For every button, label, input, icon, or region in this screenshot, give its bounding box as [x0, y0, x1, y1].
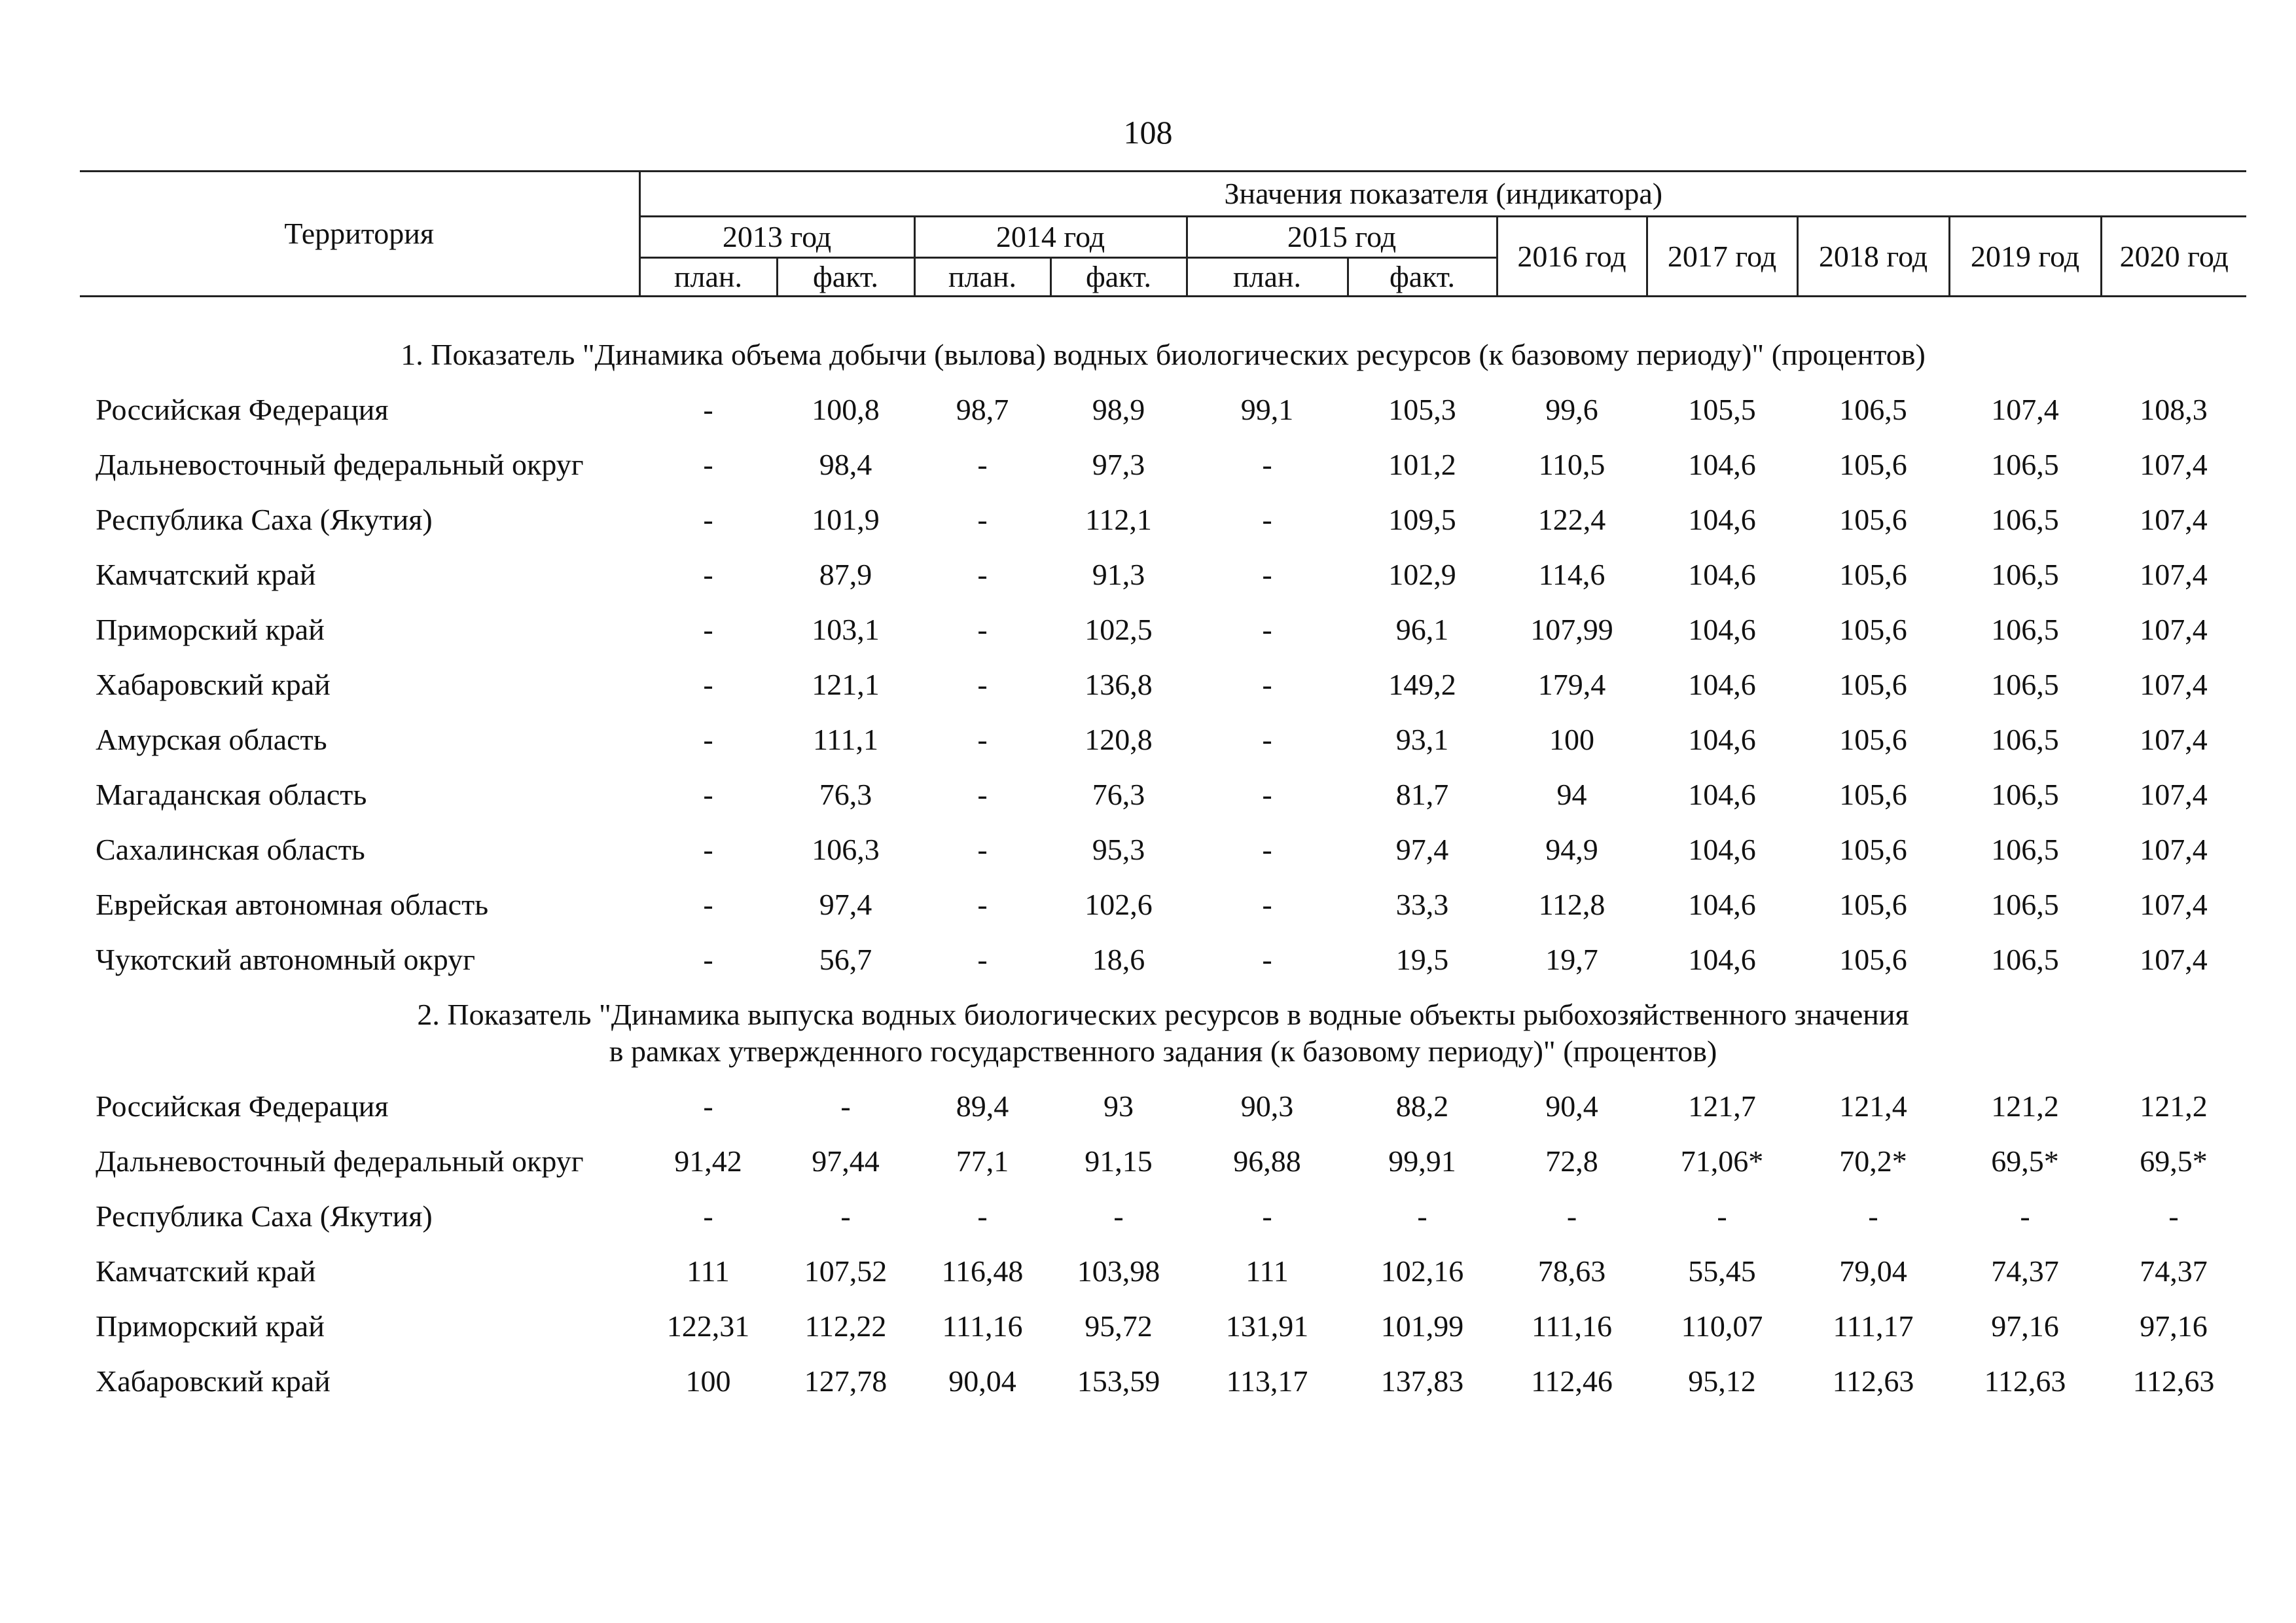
- table-cell: -: [2020, 1199, 2030, 1233]
- table-cell: 107,4: [2140, 558, 2208, 591]
- table-cell: 110,07: [1681, 1309, 1763, 1343]
- table-cell: 100: [1549, 723, 1594, 756]
- table-cell: -: [977, 833, 988, 866]
- table-cell: 122,31: [666, 1309, 750, 1343]
- table-row: [80, 382, 2246, 437]
- table-cell: -: [977, 613, 988, 646]
- table-cell: 153,59: [1077, 1364, 1160, 1398]
- table-cell: 105,6: [1839, 503, 1907, 536]
- table-cell: 107,4: [1991, 393, 2059, 426]
- header-year-2015: 2015 год: [1187, 217, 1497, 258]
- table-cell: 105,5: [1688, 393, 1756, 426]
- table-cell: 112,1: [1085, 503, 1152, 536]
- table-cell: 100: [685, 1364, 731, 1398]
- table-cell: -: [1566, 1199, 1577, 1233]
- table-cell: 104,6: [1688, 778, 1756, 811]
- table-cell: 106,5: [1991, 448, 2059, 481]
- table-cell: -: [977, 723, 988, 756]
- table-row: [80, 602, 2246, 657]
- table-row: [80, 822, 2246, 877]
- table-cell: 121,4: [1839, 1089, 1907, 1123]
- table-row: [80, 877, 2246, 932]
- header-territory: Территория: [80, 172, 639, 297]
- table-cell: 106,5: [1991, 668, 2059, 701]
- table-cell: 107,4: [2140, 613, 2208, 646]
- table-cell: 104,6: [1688, 888, 1756, 921]
- table-cell: 101,9: [812, 503, 880, 536]
- table-cell: -: [1417, 1199, 1427, 1233]
- table-cell: -: [703, 448, 713, 481]
- table-cell: -: [1262, 448, 1272, 481]
- page-number: 108: [1123, 114, 1173, 151]
- table-cell: 106,5: [1991, 503, 2059, 536]
- table-cell: -: [703, 503, 713, 536]
- table-cell: 121,1: [812, 668, 880, 701]
- table-cell: 107,4: [2140, 888, 2208, 921]
- table-cell: 106,5: [1991, 943, 2059, 976]
- table-cell: -: [1262, 833, 1272, 866]
- table-cell: 107,99: [1530, 613, 1613, 646]
- header-year-2018: 2018 год: [1797, 217, 1949, 297]
- table-cell: 96,1: [1395, 613, 1449, 646]
- table-cell: -: [1717, 1199, 1727, 1233]
- table-cell: 105,6: [1839, 888, 1907, 921]
- table-cell: 103,1: [812, 613, 880, 646]
- table-cell: 72,8: [1545, 1144, 1598, 1178]
- table-cell: -: [703, 943, 713, 976]
- table-cell: 107,4: [2140, 723, 2208, 756]
- section-title-row: [80, 987, 2246, 1079]
- table-cell: 111,1: [812, 723, 879, 756]
- table-cell: -: [977, 448, 988, 481]
- header-plan-2015: план.: [1187, 258, 1348, 297]
- table-cell: 102,5: [1085, 613, 1153, 646]
- table-cell: -: [1868, 1199, 1878, 1233]
- table-cell: 122,4: [1537, 503, 1606, 536]
- table-cell: 95,12: [1688, 1364, 1756, 1398]
- table-cell: -: [977, 943, 988, 976]
- table-cell: -: [977, 778, 988, 811]
- table-cell: 106,5: [1991, 778, 2059, 811]
- table-cell: 121,2: [2140, 1089, 2208, 1123]
- table-cell: -: [703, 1199, 713, 1233]
- table-cell: 78,63: [1537, 1254, 1606, 1288]
- table-cell: 107,4: [2140, 943, 2208, 976]
- table-cell: 113,17: [1226, 1364, 1308, 1398]
- table-cell: 101,2: [1388, 448, 1456, 481]
- table-cell: 107,4: [2140, 668, 2208, 701]
- territory-name: Еврейская автономная область: [96, 888, 489, 921]
- table-cell: 111,16: [1531, 1309, 1613, 1343]
- table-row: [80, 767, 2246, 822]
- table-cell: -: [1262, 613, 1272, 646]
- table-cell: 99,91: [1388, 1144, 1456, 1178]
- table-cell: -: [840, 1199, 851, 1233]
- table-cell: 97,4: [1395, 833, 1449, 866]
- section-title-row: [80, 297, 2246, 383]
- table-cell: 79,04: [1839, 1254, 1907, 1288]
- table-cell: -: [703, 778, 713, 811]
- table-cell: 112,63: [2132, 1364, 2215, 1398]
- territory-name: Камчатский край: [96, 558, 316, 591]
- table-cell: 89,4: [956, 1089, 1009, 1123]
- table-cell: 112,22: [804, 1309, 887, 1343]
- table-cell: 105,6: [1839, 943, 1907, 976]
- header-year-2016: 2016 год: [1497, 217, 1647, 297]
- header-fact-2014: факт.: [1050, 258, 1187, 297]
- table-cell: 71,06*: [1680, 1144, 1764, 1178]
- table-cell: 99,6: [1545, 393, 1598, 426]
- table-cell: -: [1262, 778, 1272, 811]
- table-cell: -: [1262, 558, 1272, 591]
- table-cell: 91,15: [1085, 1144, 1153, 1178]
- table-cell: -: [703, 888, 713, 921]
- table-cell: -: [977, 558, 988, 591]
- table-cell: 19,7: [1545, 943, 1598, 976]
- header-values-title: Значения показателя (индикатора): [639, 172, 2246, 217]
- table-cell: -: [703, 558, 713, 591]
- table-cell: -: [840, 1089, 851, 1123]
- table-cell: 102,9: [1388, 558, 1456, 591]
- table-cell: 127,78: [804, 1364, 888, 1398]
- table-cell: 98,9: [1092, 393, 1145, 426]
- table-row: [80, 1079, 2246, 1134]
- table-cell: 105,6: [1839, 778, 1907, 811]
- table-cell: 97,4: [819, 888, 872, 921]
- table-cell: 90,4: [1545, 1089, 1598, 1123]
- table-cell: 108,3: [2140, 393, 2208, 426]
- table-cell: 97,3: [1092, 448, 1145, 481]
- table-cell: -: [703, 668, 713, 701]
- territory-name: Амурская область: [96, 723, 327, 756]
- table-cell: -: [2168, 1199, 2179, 1233]
- table-cell: -: [1262, 668, 1272, 701]
- territory-name: Дальневосточный федеральный округ: [96, 1144, 584, 1178]
- table-cell: 104,6: [1688, 558, 1756, 591]
- table-cell: 93: [1103, 1089, 1134, 1123]
- table-cell: 74,37: [1991, 1254, 2059, 1288]
- table-cell: -: [703, 393, 713, 426]
- table-cell: 111: [687, 1254, 730, 1288]
- table-cell: 98,7: [956, 393, 1009, 426]
- territory-name: Сахалинская область: [96, 833, 365, 866]
- table-cell: -: [977, 1199, 988, 1233]
- header-fact-2013: факт.: [777, 258, 914, 297]
- table-cell: 114,6: [1538, 558, 1605, 591]
- table-cell: 137,83: [1380, 1364, 1464, 1398]
- territory-name: Приморский край: [96, 613, 325, 646]
- table-cell: 33,3: [1395, 888, 1449, 921]
- table-cell: -: [703, 1089, 713, 1123]
- table-cell: 106,5: [1991, 723, 2059, 756]
- territory-name: Камчатский край: [96, 1254, 316, 1288]
- table-cell: 70,2*: [1839, 1144, 1907, 1178]
- section-title: 1. Показатель "Динамика объема добычи (вылова) водных биологических ресурсов (к базовому периоду)" (процентов): [401, 338, 1926, 371]
- table-cell: 19,5: [1395, 943, 1449, 976]
- table-cell: 69,5*: [2140, 1144, 2208, 1178]
- table-cell: -: [1262, 943, 1272, 976]
- table-cell: -: [703, 833, 713, 866]
- territory-name: Хабаровский край: [96, 668, 331, 701]
- header-year-2017: 2017 год: [1647, 217, 1797, 297]
- table-cell: 105,6: [1839, 668, 1907, 701]
- table-row: [80, 1354, 2246, 1409]
- table-cell: 121,2: [1991, 1089, 2059, 1123]
- table-cell: 94,9: [1545, 833, 1598, 866]
- table-cell: 104,6: [1688, 613, 1756, 646]
- table-cell: 106,3: [812, 833, 880, 866]
- table-row: [80, 1134, 2246, 1189]
- table-cell: -: [977, 668, 988, 701]
- table-cell: -: [703, 723, 713, 756]
- territory-name: Российская Федерация: [96, 393, 389, 426]
- table-cell: 105,6: [1839, 613, 1907, 646]
- header-fact-2015: факт.: [1348, 258, 1497, 297]
- table-cell: 104,6: [1688, 668, 1756, 701]
- table-cell: 104,6: [1688, 723, 1756, 756]
- table-cell: 91,3: [1092, 558, 1145, 591]
- table-cell: 112,8: [1538, 888, 1605, 921]
- table-cell: 107,4: [2140, 448, 2208, 481]
- table-cell: 18,6: [1092, 943, 1145, 976]
- territory-name: Дальневосточный федеральный округ: [96, 448, 584, 481]
- table-cell: 121,7: [1688, 1089, 1756, 1123]
- table-cell: 109,5: [1388, 503, 1456, 536]
- territory-name: Приморский край: [96, 1309, 325, 1343]
- table-cell: 95,3: [1092, 833, 1145, 866]
- table-cell: 95,72: [1085, 1309, 1153, 1343]
- table-cell: 112,46: [1531, 1364, 1613, 1398]
- table-cell: 81,7: [1395, 778, 1449, 811]
- table-cell: 76,3: [819, 778, 872, 811]
- table-cell: 99,1: [1240, 393, 1294, 426]
- table-cell: 106,5: [1991, 888, 2059, 921]
- table-cell: 105,6: [1839, 723, 1907, 756]
- table-cell: 103,98: [1077, 1254, 1160, 1288]
- table-cell: 55,45: [1688, 1254, 1756, 1288]
- indicator-table: [80, 170, 2246, 1409]
- territory-name: Чукотский автономный округ: [96, 943, 476, 976]
- header-plan-2013: план.: [639, 258, 777, 297]
- territory-name: Магаданская область: [96, 778, 367, 811]
- table-cell: 111: [1246, 1254, 1289, 1288]
- table-cell: -: [1262, 503, 1272, 536]
- table-row: [80, 492, 2246, 547]
- table-cell: 97,44: [812, 1144, 880, 1178]
- table-cell: 93,1: [1395, 723, 1449, 756]
- table-cell: 110,5: [1538, 448, 1605, 481]
- table-cell: -: [1113, 1199, 1124, 1233]
- table-cell: 98,4: [819, 448, 872, 481]
- territory-name: Российская Федерация: [96, 1089, 389, 1123]
- header-year-2019: 2019 год: [1949, 217, 2101, 297]
- table-cell: 106,5: [1991, 613, 2059, 646]
- table-cell: 112,63: [1984, 1364, 2066, 1398]
- table-row: [80, 1244, 2246, 1299]
- table-cell: 120,8: [1085, 723, 1153, 756]
- table-cell: -: [1262, 723, 1272, 756]
- table-row: [80, 1189, 2246, 1244]
- table-cell: 179,4: [1537, 668, 1606, 701]
- table-cell: 97,16: [2140, 1309, 2208, 1343]
- table-cell: 104,6: [1688, 943, 1756, 976]
- table-cell: 90,3: [1240, 1089, 1294, 1123]
- table-cell: 107,4: [2140, 503, 2208, 536]
- table-cell: 97,16: [1991, 1309, 2059, 1343]
- table-cell: 105,6: [1839, 448, 1907, 481]
- table-cell: 105,6: [1839, 558, 1907, 591]
- table-cell: 105,6: [1839, 833, 1907, 866]
- table-cell: 111,17: [1833, 1309, 1914, 1343]
- header-year-2014: 2014 год: [914, 217, 1187, 258]
- table-cell: -: [1262, 1199, 1272, 1233]
- table-body: [80, 297, 2246, 1410]
- table-cell: 91,42: [674, 1144, 742, 1178]
- table-cell: -: [977, 503, 988, 536]
- header-plan-2014: план.: [914, 258, 1050, 297]
- table-cell: 87,9: [819, 558, 872, 591]
- table-cell: 88,2: [1395, 1089, 1449, 1123]
- territory-name: Республика Саха (Якутия): [96, 1199, 433, 1233]
- table-cell: 94: [1556, 778, 1587, 811]
- table-cell: 106,5: [1991, 833, 2059, 866]
- table-cell: 111,16: [942, 1309, 1023, 1343]
- table-cell: 102,6: [1085, 888, 1153, 921]
- table-cell: 104,6: [1688, 833, 1756, 866]
- table-row: [80, 712, 2246, 767]
- table-cell: 136,8: [1085, 668, 1153, 701]
- table-cell: 77,1: [956, 1144, 1009, 1178]
- table-cell: 69,5*: [1991, 1144, 2059, 1178]
- table-row: [80, 1299, 2246, 1354]
- territory-name: Хабаровский край: [96, 1364, 331, 1398]
- table-cell: 112,63: [1832, 1364, 1914, 1398]
- table-cell: 76,3: [1092, 778, 1145, 811]
- header-year-2013: 2013 год: [639, 217, 914, 258]
- section-title: [80, 987, 2246, 1079]
- table-cell: 107,52: [804, 1254, 888, 1288]
- table-cell: 106,5: [1991, 558, 2059, 591]
- territory-name: Республика Саха (Якутия): [96, 503, 433, 536]
- header-year-2020: 2020 год: [2101, 217, 2246, 297]
- table-row: [80, 932, 2246, 987]
- table-cell: 104,6: [1688, 503, 1756, 536]
- table-cell: 96,88: [1233, 1144, 1301, 1178]
- table-header: [80, 172, 2246, 297]
- section-title-line-2: в рамках утвержденного государственного задания (к базовому периоду)" (процентов): [609, 1034, 1717, 1068]
- table-row: [80, 547, 2246, 602]
- table-cell: -: [977, 888, 988, 921]
- table-row: [80, 437, 2246, 492]
- table-cell: -: [1262, 888, 1272, 921]
- table-cell: 107,4: [2140, 833, 2208, 866]
- table-cell: 131,91: [1225, 1309, 1309, 1343]
- section-title-line-1: 2. Показатель "Динамика выпуска водных биологических ресурсов в водные объекты рыбохозяйственного значения: [417, 998, 1909, 1031]
- table-cell: 116,48: [941, 1254, 1024, 1288]
- table-cell: -: [703, 613, 713, 646]
- table-cell: 149,2: [1388, 668, 1456, 701]
- table-cell: 106,5: [1839, 393, 1907, 426]
- table-cell: 56,7: [819, 943, 872, 976]
- table-row: [80, 657, 2246, 712]
- table-cell: 101,99: [1380, 1309, 1464, 1343]
- table-cell: 90,04: [948, 1364, 1016, 1398]
- table-cell: 100,8: [812, 393, 880, 426]
- table-cell: 104,6: [1688, 448, 1756, 481]
- table-cell: 102,16: [1380, 1254, 1464, 1288]
- table-cell: 105,3: [1388, 393, 1456, 426]
- table-cell: 74,37: [2140, 1254, 2208, 1288]
- table-cell: 107,4: [2140, 778, 2208, 811]
